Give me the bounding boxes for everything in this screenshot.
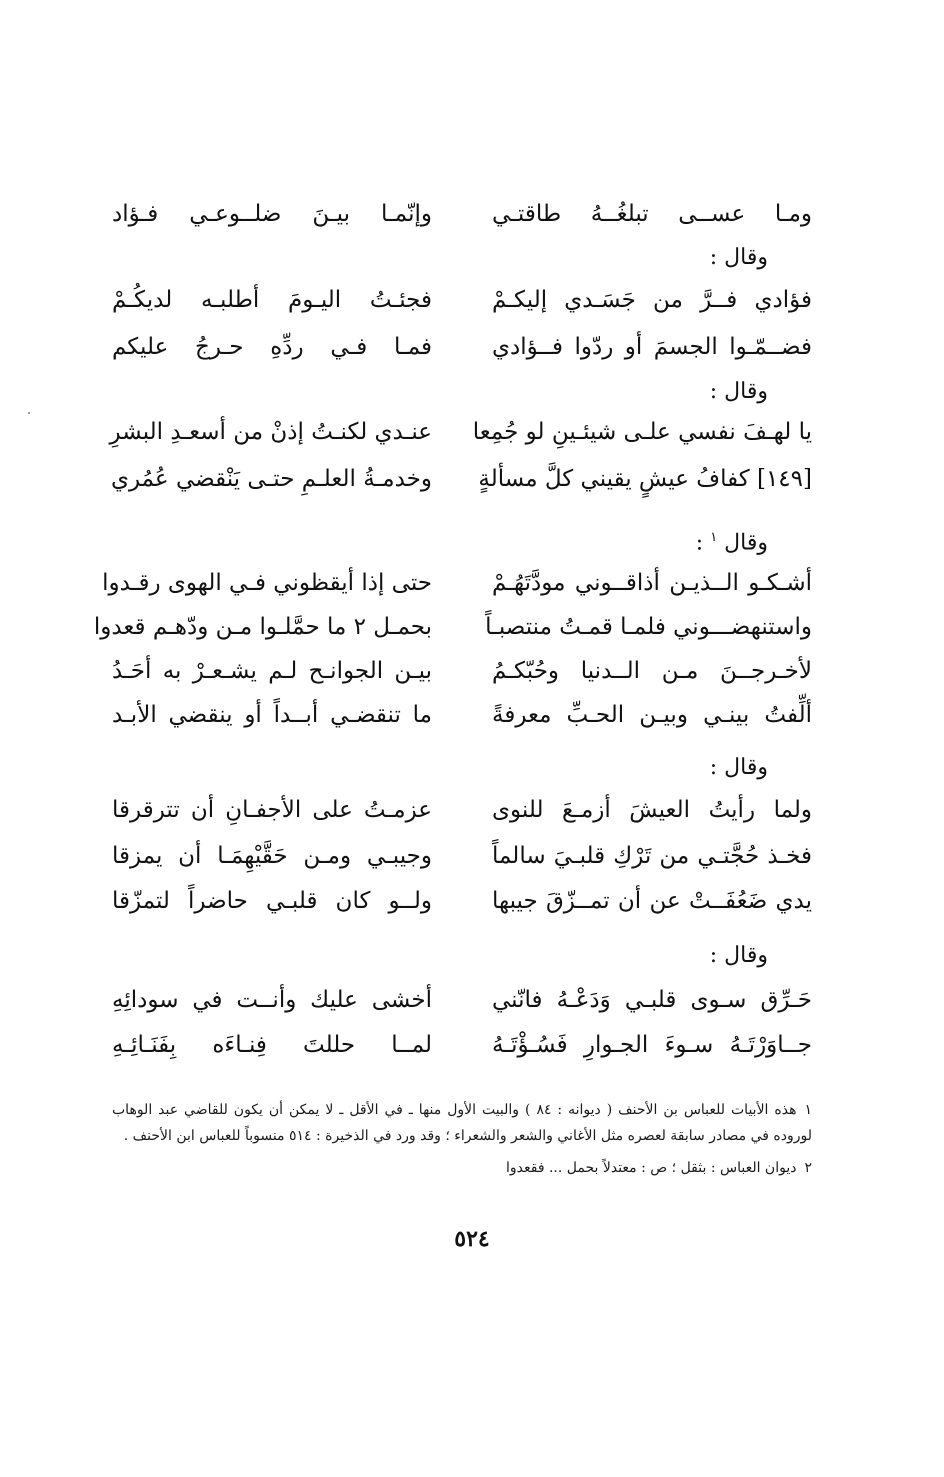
verse-first-hemistich: جــاوَرْتَـهُ سـوءَ الجـوارِ فَسُـؤْتَـهُ [492, 1032, 812, 1058]
footnote-number: ١ [804, 1102, 812, 1118]
verse-line [112, 327, 812, 367]
verse-line [112, 881, 812, 921]
verse-first-hemistich: لأخـرجــنَ مـن الــدنيا وحُبّكـمُ [492, 658, 812, 684]
verse-line [112, 651, 812, 691]
verse-second-hemistich: ولــو كان قلبـي حاضراً لتمزّقا [112, 888, 432, 914]
verse-line [112, 980, 812, 1020]
verse-second-hemistich: وخدمـةُ العلـمِ حتـى يَنْقضي عُمُري [110, 466, 432, 492]
verse-second-hemistich: عنـدي لكنـتُ إذنْ من أسعـدِ البشرِ [109, 419, 432, 445]
verse-line [93, 607, 812, 647]
verse-first-hemistich: يدي ضَعُفَــتْ عن أن تمــزّقَ جيبها [492, 888, 812, 914]
verse-first-hemistich: حَـرِّق سـوى قلبـي وَدَعْـهُ فانّني [492, 987, 812, 1013]
verse-second-hemistich: عزمـتُ على الأجفـانِ أن تترقرقا [112, 797, 432, 823]
verse-second-hemistich: لمــا حللتَ فِنـاءَه بِفَنَـائِـهِ [112, 1032, 432, 1058]
verse-first-hemistich: [١٤٩] كفافُ عيشٍ يقيني كلَّ مسألةٍ [478, 466, 812, 492]
footnote [112, 1097, 812, 1149]
verse-first-hemistich: فخـذ حُجَّتـي من تَرْكِ قلبـيَ سالماً [492, 843, 812, 869]
footnote-number: ٢ [804, 1160, 812, 1176]
verse-second-hemistich: بيـن الجوانـح لـم يشـعـرْ به أحَـدُ [112, 658, 432, 684]
verse-second-hemistich: حتى إذا أيقظوني فـي الهوى رقـدوا [102, 570, 432, 596]
verse-second-hemistich: ما تنقضـي أبــداً أو ينقضي الأبـد [112, 702, 432, 728]
verse-intro-colon: : [695, 530, 711, 556]
verse-line [102, 563, 812, 603]
verse-intro: وقال : [709, 755, 768, 780]
verse-first-hemistich: فؤادي فــرَّ من جَسَـدي إليكـمْ [492, 287, 812, 313]
footnotes [112, 1097, 812, 1187]
verse-first-hemistich: فضــمّـوا الجسمَ أو ردّوا فــؤادي [492, 334, 812, 360]
scan-speck [28, 412, 30, 414]
verse-intro: وقال : [709, 245, 768, 270]
verse-line [109, 412, 812, 452]
verse-line [112, 280, 812, 320]
verse-second-hemistich: وجيبـي ومـن حَقَّيْهِمَـا أن يمزقا [112, 843, 432, 869]
verse-second-hemistich: وإنّمـا بيـنَ ضلــوعـي فـؤاد [112, 201, 432, 227]
verse-second-hemistich: بحمـل ٢ ما حمَّلـوا مـن ودّهـم قعدوا [93, 614, 432, 640]
footnote-text: هذه الأبيات للعباس بن الأحنف ( ديوانه : ٨٤ ) والبيت الأول منها ـ في الأقل ـ لا يمكن أن يكون للقاضي عبد الوهاب لوروده في مصادر سابقة لعصره مثل الأغاني والشعر والشعراء ؛ وقد ورد في الذخيرة : ٥١٤ منسوباً للعباس ابن الأحنف . [112, 1102, 812, 1144]
verse-intro: وقال : [709, 943, 768, 968]
verse-line [112, 194, 812, 234]
page-number: ٥٢٤ [454, 1226, 490, 1252]
verse-second-hemistich: فجئـتُ اليـومَ أطلبـه لديكُـمْ [112, 287, 432, 313]
footnote [112, 1155, 812, 1181]
verse-first-hemistich: واستنهضـــوني فلمـا قمـتُ منتصبـاً [485, 614, 812, 640]
verse-second-hemistich: أخشى عليك وأنــت في سودائِهِ [112, 987, 432, 1013]
verse-first-hemistich: ألِّفتُ بينـي وبيـن الحـبِّ معرفةً [492, 702, 812, 728]
verse-first-hemistich: ولما رأيتُ العيشَ أزمـعَ للنوى [492, 797, 812, 823]
verse-second-hemistich: فمـا فـي ردِّهِ حـرجُ عليكم [112, 334, 432, 360]
verse-line [112, 695, 812, 735]
verse-intro: وقال : [709, 379, 768, 404]
verse-line [112, 1025, 812, 1065]
verse-intro [696, 520, 768, 561]
verse-first-hemistich: ومـا عســى تبلغُــهُ طاقتـي [492, 201, 812, 227]
verse-first-hemistich: يا لهـفَ نفسي علـى شيئـينِ لو جُمِعا [472, 419, 812, 445]
verse-first-hemistich: أشـكـو الــذيـن أذاقــوني مودَّتَهُـمْ [492, 570, 812, 596]
verse-intro-label: وقال [724, 530, 768, 556]
verse-line [112, 836, 812, 876]
footnote-text: ديوان العباس : بثقل ؛ ص : معتدلاً بحمل ... فقعدوا [506, 1160, 797, 1176]
verse-line [112, 790, 812, 830]
footnote-marker: ١ [710, 530, 718, 545]
verse-line [112, 459, 812, 499]
